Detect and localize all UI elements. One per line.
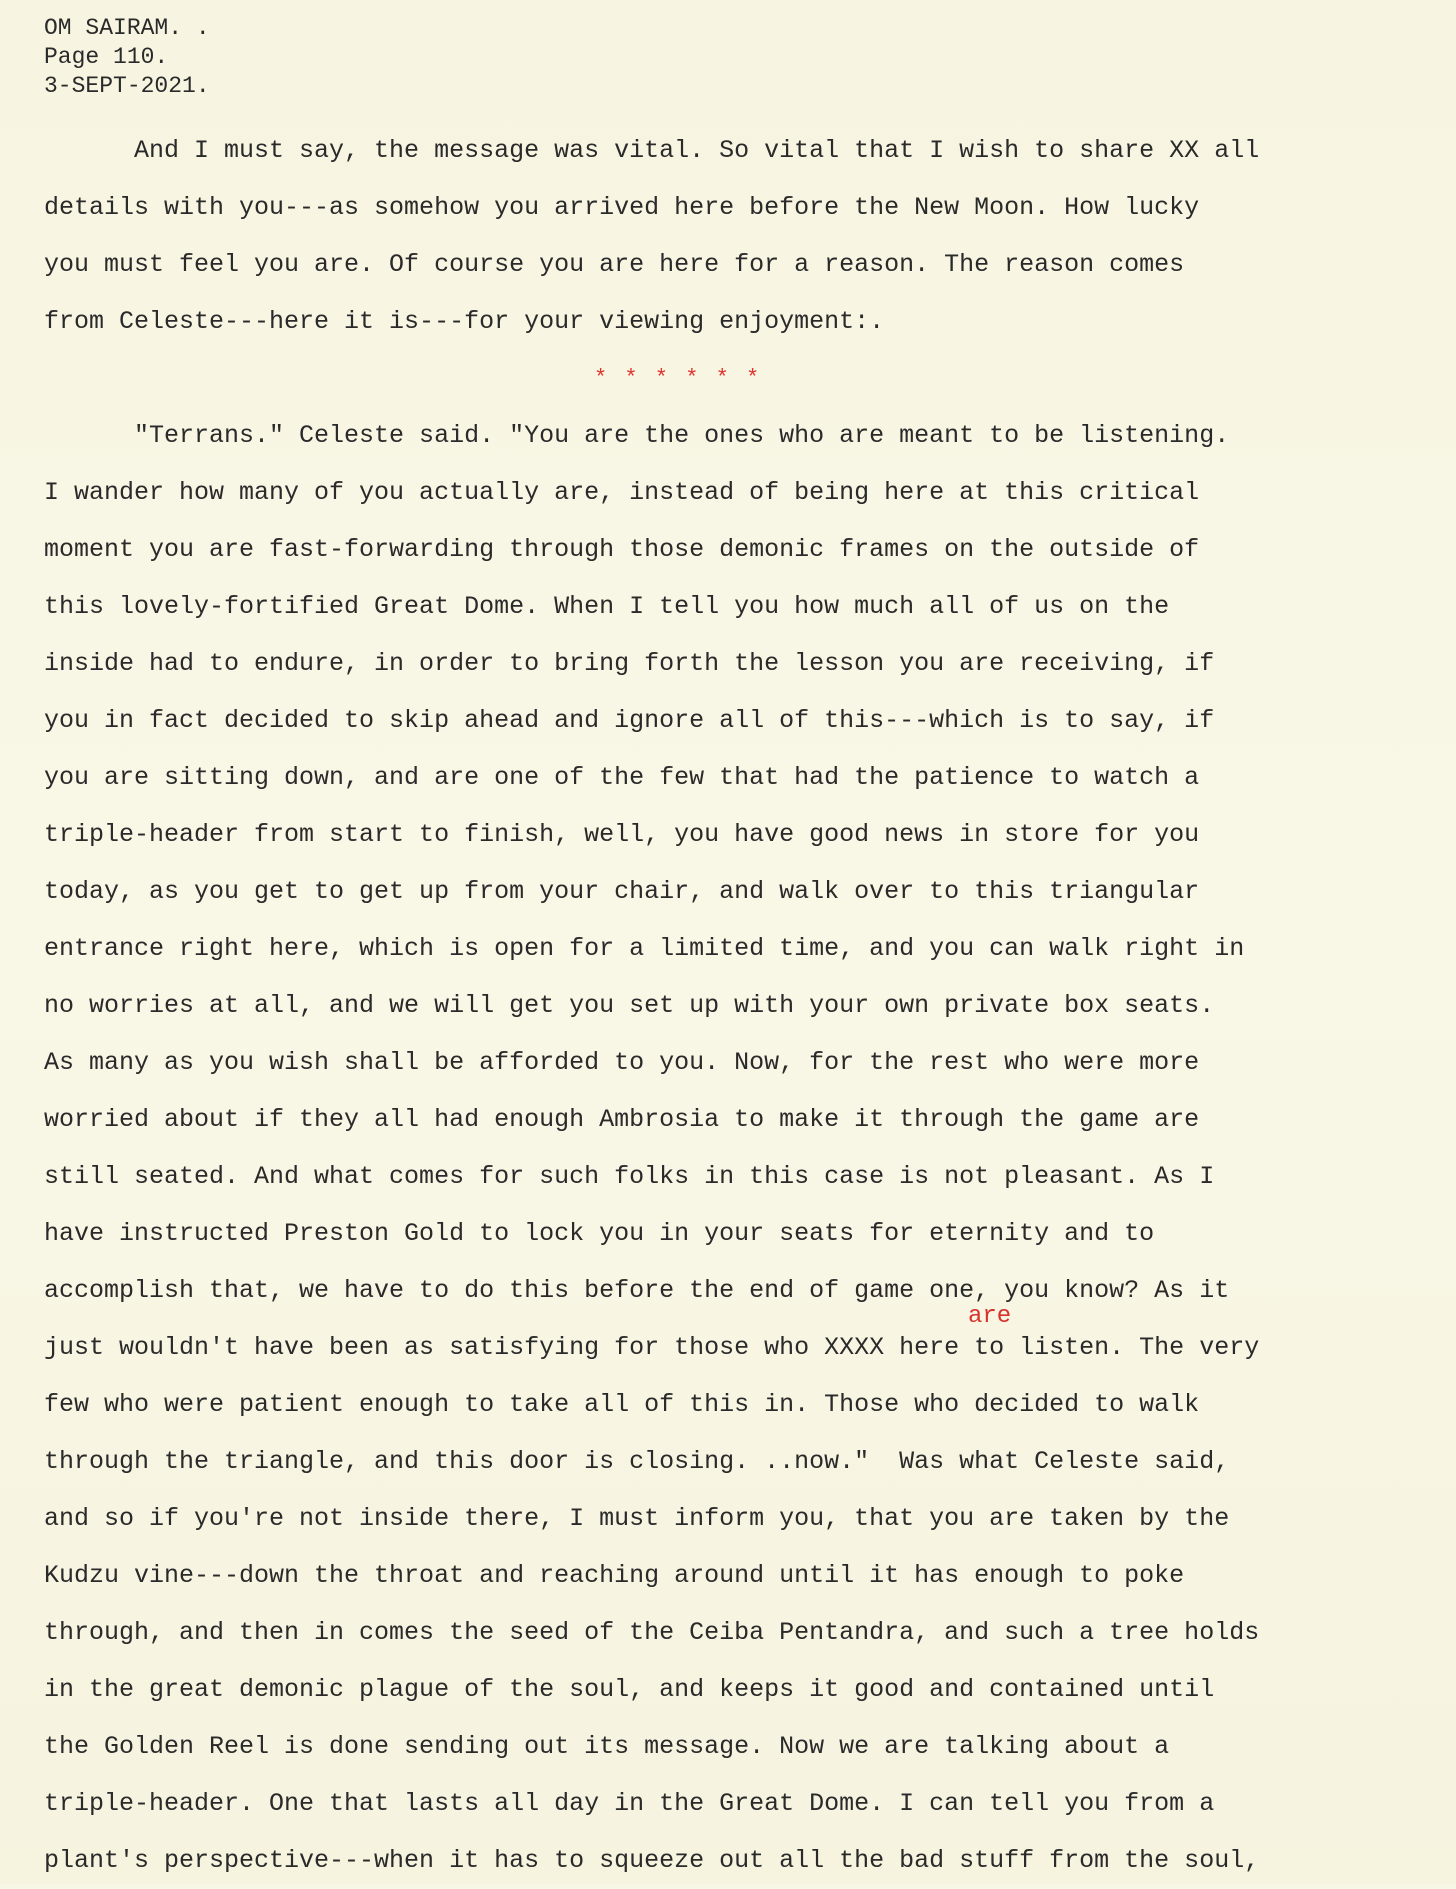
text-line: through the triangle, and this door is closing. ..now." Was what Celeste said,: [44, 1447, 1230, 1476]
text-line: you in fact decided to skip ahead and ignore all of this---which is to say, if: [44, 706, 1215, 735]
section-separator: * * * * * *: [594, 366, 762, 391]
header-title: OM SAIRAM. .: [44, 15, 210, 41]
text-line: you are sitting down, and are one of the few that had the patience to watch a: [44, 763, 1200, 792]
page-body: [44, 122, 1444, 1889]
paragraph-2: [44, 407, 1444, 1889]
handwritten-correction: are: [968, 1303, 1012, 1330]
text-line: and so if you're not inside there, I must inform you, that you are taken by the: [44, 1504, 1230, 1533]
text-line: in the great demonic plague of the soul, and keeps it good and contained until: [44, 1675, 1215, 1704]
text-line: As many as you wish shall be afforded to you. Now, for the rest who were more: [44, 1048, 1200, 1077]
text-line: "Terrans." Celeste said. "You are the ones who are meant to be listening.: [44, 421, 1230, 450]
text-line: plant's perspective---when it has to squeeze out all the bad stuff from the soul,: [44, 1846, 1260, 1875]
text-line: worried about if they all had enough Ambrosia to make it through the game are: [44, 1105, 1200, 1134]
text-line: this lovely-fortified Great Dome. When I tell you how much all of us on the: [44, 592, 1170, 621]
text-line: have instructed Preston Gold to lock you in your seats for eternity and to: [44, 1219, 1155, 1248]
text-line: from Celeste---here it is---for your viewing enjoyment:.: [44, 307, 885, 336]
text-line: you must feel you are. Of course you are here for a reason. The reason comes: [44, 250, 1185, 279]
text-line: few who were patient enough to take all of this in. Those who decided to walk: [44, 1390, 1200, 1419]
text-line: inside had to endure, in order to bring forth the lesson you are receiving, if: [44, 649, 1215, 678]
header-page-number: Page 110.: [44, 44, 169, 70]
text-line: I wander how many of you actually are, instead of being here at this critical: [44, 478, 1200, 507]
text-line: no worries at all, and we will get you set up with your own private box seats.: [44, 991, 1215, 1020]
text-line: moment you are fast-forwarding through those demonic frames on the outside of: [44, 535, 1200, 564]
text-line: entrance right here, which is open for a limited time, and you can walk right in: [44, 934, 1245, 963]
text-line: accomplish that, we have to do this before the end of game one, you know? As it: [44, 1276, 1230, 1305]
paragraph-1: [44, 122, 1444, 350]
header-date: 3-SEPT-2021.: [44, 73, 210, 99]
text-line: And I must say, the message was vital. So vital that I wish to share XX all: [44, 136, 1260, 165]
text-line: through, and then in comes the seed of the Ceiba Pentandra, and such a tree holds: [44, 1618, 1260, 1647]
text-line: triple-header. One that lasts all day in the Great Dome. I can tell you from a: [44, 1789, 1215, 1818]
text-line: triple-header from start to finish, well, you have good news in store for you: [44, 820, 1200, 849]
page-header: [44, 14, 210, 101]
text-line: Kudzu vine---down the throat and reaching around until it has enough to poke: [44, 1561, 1185, 1590]
text-line: the Golden Reel is done sending out its message. Now we are talking about a: [44, 1732, 1170, 1761]
text-line: still seated. And what comes for such folks in this case is not pleasant. As I: [44, 1162, 1215, 1191]
text-line: details with you---as somehow you arrived here before the New Moon. How lucky: [44, 193, 1200, 222]
text-line: just wouldn't have been as satisfying for those who XXXX here to listen. The very: [44, 1333, 1260, 1362]
text-line: today, as you get to get up from your chair, and walk over to this triangular: [44, 877, 1200, 906]
